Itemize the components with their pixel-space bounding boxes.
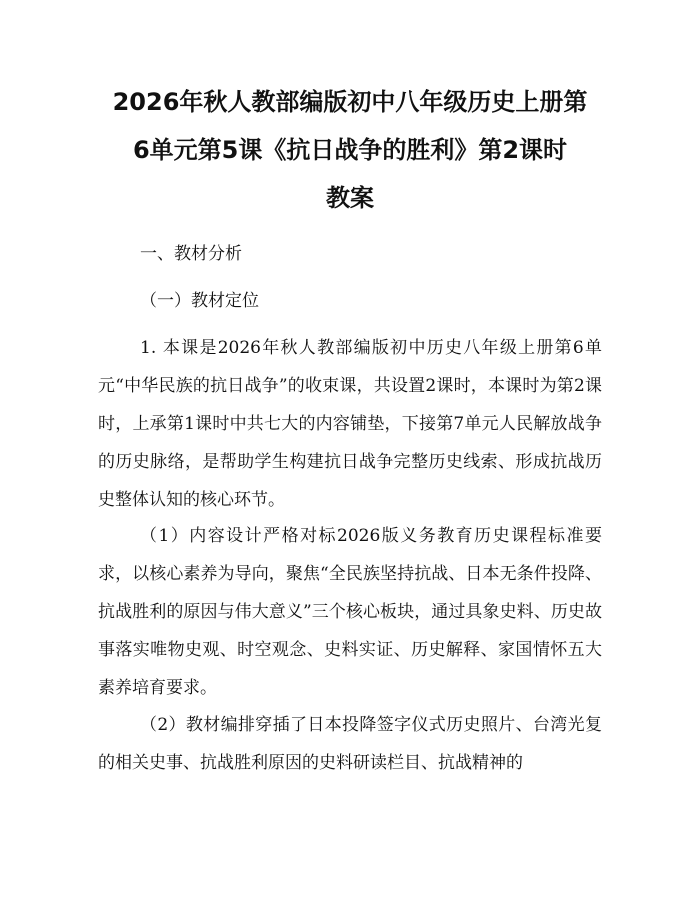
paragraph-course-position: 1. 本课是2026年秋人教部编版初中历史八年级上册第6单元“中华民族的抗日战争”的收束课，共设置2课时，本课时为第2课时，上承第1课时中共七大的内容铺垫，下接第7单元人民解放战争的历史脉络，是帮助学生构建抗日战争完整历史线索、形成抗战历史整体认知的核心环节。: [98, 338, 602, 510]
subsection-heading: （一）教材定位: [140, 291, 259, 311]
paragraph-textbook-layout: （2）教材编排穿插了日本投降签字仪式历史照片、台湾光复的相关史事、抗战胜利原因的史料研读栏目、抗战精神的: [98, 715, 602, 773]
document-title-line-3: 教案: [326, 184, 374, 212]
document-title-line-1: 2026年秋人教部编版初中八年级历史上册第: [112, 88, 588, 116]
paragraph-content-design: （1）内容设计严格对标2026版义务教育历史课程标准要求，以核心素养为导向，聚焦“全民族坚持抗战、日本无条件投降、抗战胜利的原因与伟大意义”三个核心板块，通过具象史料、历史故事落实唯物史观、时空观念、史料实证、历史解释、家国情怀五大素养培育要求。: [98, 526, 602, 698]
document-title-line-2: 6单元第5课《抗日战争的胜利》第2课时: [132, 136, 568, 164]
section-heading: 一、教材分析: [140, 244, 242, 264]
